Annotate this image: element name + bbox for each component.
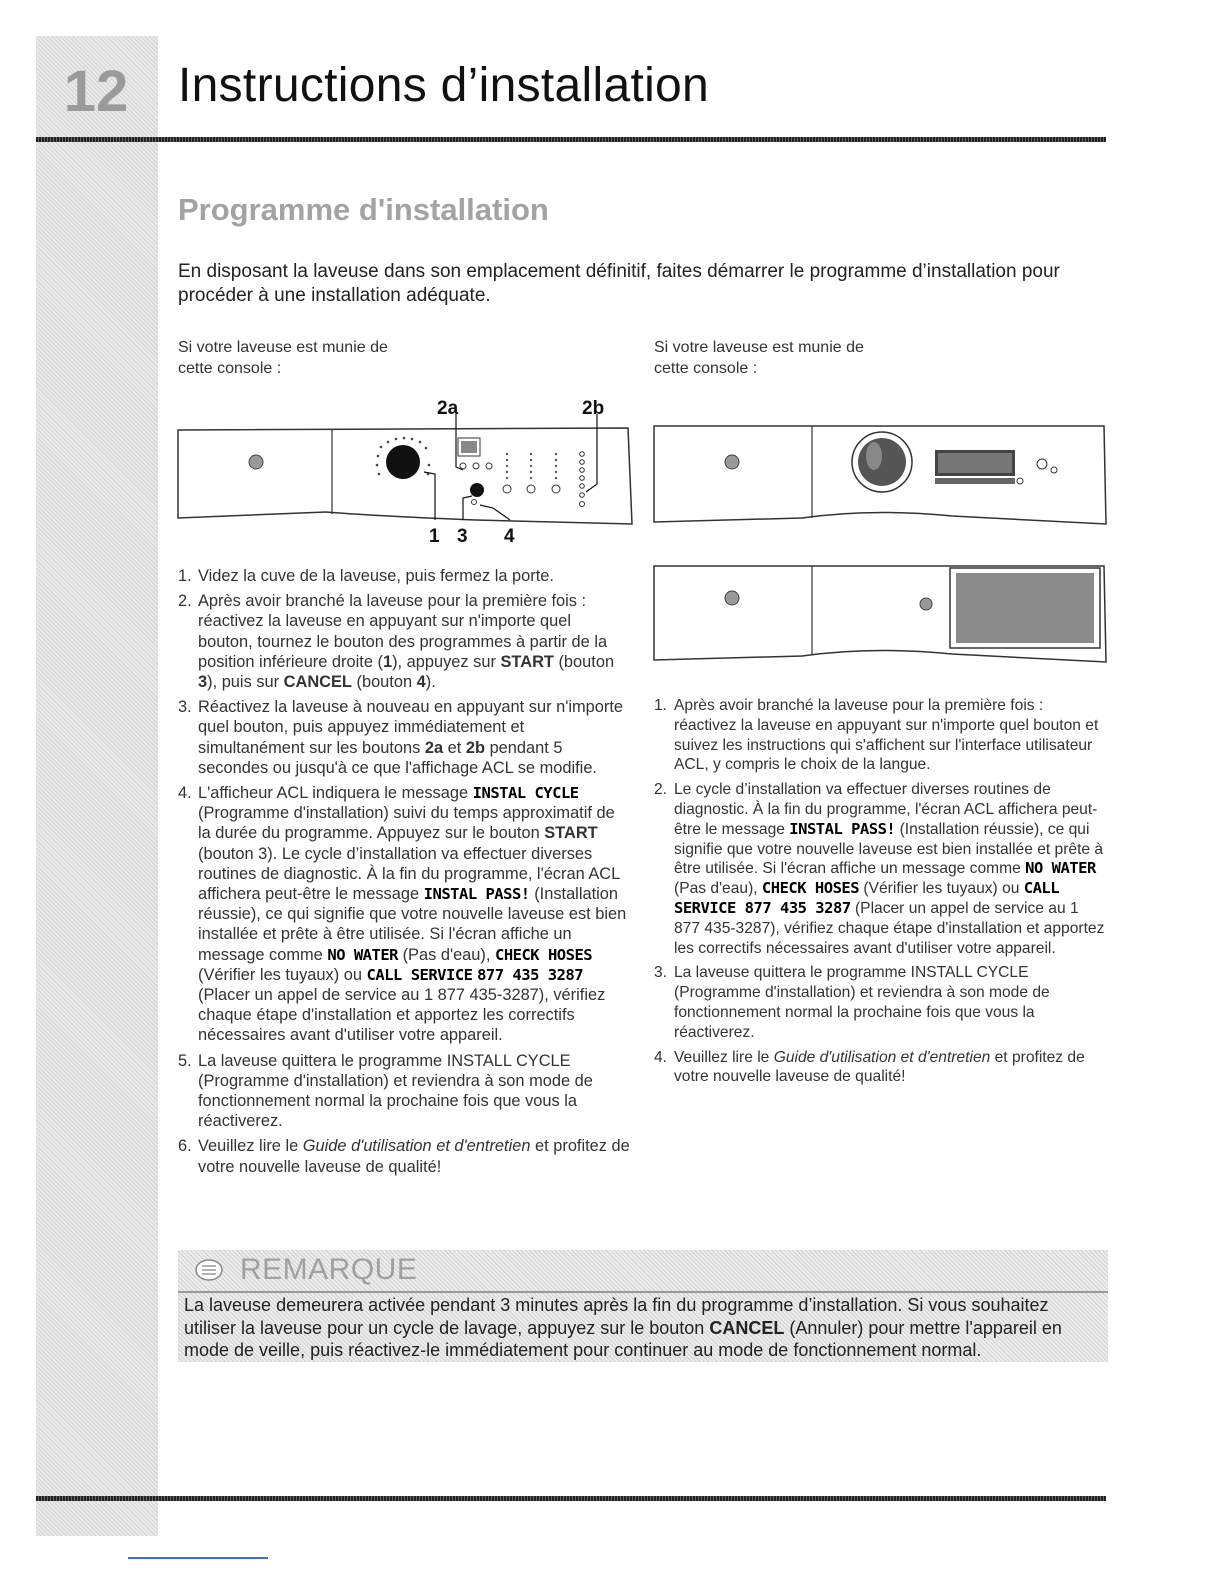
start-button-icon (470, 483, 484, 497)
guide-title: Guide d'utilisation et d'entretien (773, 1048, 991, 1066)
start-keyword: START (500, 652, 554, 671)
lcd-message: 877 435 3287 (477, 965, 584, 984)
left-console-label-line1: Si votre laveuse est munie de (178, 339, 388, 356)
step-text: ). (425, 673, 436, 692)
step-text: (bouton (553, 652, 615, 671)
right-console-diagram-1 (652, 420, 1110, 530)
step-text: Le cycle d’installation va effectuer diverses routines de diagnostic. À la fin du programme, l'écran ACL affichera peut-être le message (674, 781, 1098, 838)
step-text: (Pas d'eau), (398, 945, 495, 964)
right-console-label-line2: cette console : (654, 360, 758, 377)
side-band (36, 36, 158, 1536)
step-text: et profitez de votre nouvelle laveuse de qualité! (674, 1048, 1085, 1086)
note-text-part: La laveuse demeurera activée pendant 3 minutes après la fin du programme d’installation. Si vous souhaitez utiliser la laveuse pour un cycle de lavage, appuyez sur le bouton (184, 1295, 1049, 1338)
left-console-label-line2: cette console : (178, 360, 282, 377)
step-text: (Installation réussie), ce qui signifie que votre nouvelle laveuse est bien installée et prête à être utilisée. Si l'écran affiche un message comme (674, 820, 1104, 878)
note-text-part: (Annuler) pour mettre l'appareil en mode de veille, puis réactivez-le immédiatement pour continuer au mode de fonctionnement normal. (184, 1317, 1062, 1360)
left-step-5 (178, 1051, 630, 1132)
callout-3: 3 (457, 526, 468, 547)
callout-2a: 2a (437, 398, 459, 419)
step-text: ), puis sur (207, 673, 284, 692)
step-text: (Placer un appel de service au 1 877 435-3287), vérifiez chaque étape d'installation et apportez les correctifs nécessaires avant d'utiliser votre appareil. (198, 986, 606, 1045)
left-step-1 (178, 566, 630, 586)
step-text: Après avoir branché la laveuse pour la première fois : réactivez la laveuse en appuyant sur n'importe quel bouton, tournez le bouton des programmes à partir de la position inférieure droite ( (198, 592, 608, 671)
step-number: 1. (654, 697, 668, 714)
callout-2b: 2b (582, 398, 605, 419)
step-text: (Vérifier les tuyaux) ou (859, 880, 1024, 898)
step-text: Veuillez lire le (674, 1048, 774, 1066)
note-divider (178, 1291, 1108, 1293)
step-text: Videz la cuve de la laveuse, puis fermez la porte. (198, 567, 554, 585)
note-icon (192, 1255, 226, 1285)
lcd-message: INSTAL PASS! (423, 885, 530, 904)
step-number: 1. (178, 567, 192, 585)
right-step-1 (654, 696, 1106, 775)
bottom-rule (36, 1496, 1106, 1501)
lcd-message: NO WATER (327, 945, 399, 964)
step-text: L'afficheur ACL indiquera le message (198, 784, 473, 803)
lcd-message: CALL SERVICE 877 435 3287 (674, 879, 1060, 917)
program-dial-icon (386, 445, 420, 479)
step-bold: 2b (465, 738, 486, 757)
step-text: ), appuyez sur (392, 652, 501, 671)
step-text: (Placer un appel de service au 1 877 435-3287), vérifiez chaque étape d'installation et apportez les correctifs nécessaires avant d'utiliser votre appareil. (674, 899, 1105, 957)
step-text: et profitez de votre nouvelle laveuse de qualité! (198, 1137, 630, 1176)
step-text: (Installation réussie), ce qui signifie que votre nouvelle laveuse est bien installée et prête à être utilisée. Si l'écran affiche un message comme (198, 885, 627, 964)
right-step-3 (654, 963, 1106, 1042)
left-step-2 (178, 591, 630, 692)
step-text: (Vérifier les tuyaux) ou (198, 965, 367, 984)
note-title: REMARQUE (240, 1253, 418, 1286)
note-text (184, 1294, 1104, 1362)
page-number: 12 (63, 59, 129, 124)
step-bold: 1 (382, 652, 393, 671)
step-text: (bouton 3). Le cycle d’installation va effectuer diverses routines de diagnostic. À la fin du programme, l'écran ACL affichera peut-être le message (198, 844, 620, 904)
step-text: Veuillez lire le (198, 1137, 303, 1156)
top-rule (36, 137, 1106, 142)
step-number: 3. (654, 964, 668, 982)
step-number: 4. (178, 784, 192, 803)
step-text: (bouton (351, 673, 417, 692)
lcd-message: CHECK HOSES (761, 879, 860, 898)
step-text: Réactivez la laveuse à nouveau en appuyant sur n'importe quel bouton, puis appuyez immédiatement et simultanément sur les boutons (198, 698, 623, 757)
lcd-message: INSTAL CYCLE (472, 784, 579, 803)
lcd-message: CHECK HOSES (494, 945, 593, 964)
step-text: Après avoir branché la laveuse pour la première fois : réactivez la laveuse en appuyant sur n'importe quel bouton et suivez les instructions qui s'affichent sur l'interface utilisateur ACL, y compris le choix de la langue. (674, 697, 1099, 774)
left-console-label (178, 337, 388, 379)
right-step-4 (654, 1048, 1106, 1088)
left-step-4 (178, 783, 630, 1046)
step-number: 6. (178, 1137, 192, 1156)
cancel-keyword: CANCEL (709, 1317, 785, 1338)
guide-title: Guide d'utilisation et d'entretien (302, 1137, 531, 1156)
section-title: Programme d'installation (178, 192, 549, 227)
left-step-3 (178, 697, 630, 778)
right-console-label-line1: Si votre laveuse est munie de (654, 339, 864, 356)
step-bold: 4 (416, 673, 426, 692)
step-text: La laveuse quittera le programme INSTALL CYCLE (Programme d'installation) et reviendra à son mode de fonctionnement normal la prochaine fois que vous la réactiverez. (674, 964, 1050, 1041)
page-title: Instructions d’installation (178, 59, 710, 112)
step-text: (Pas d'eau), (674, 880, 762, 898)
start-keyword: START (544, 824, 598, 843)
intro-paragraph: En disposant la laveuse dans son emplacement définitif, faites démarrer le programme d’installation pour procéder à une installation adéquate. (178, 261, 1060, 306)
lcd-message: INSTAL PASS! (789, 819, 896, 838)
lcd-message: NO WATER (1025, 859, 1096, 878)
right-console-diagram-2 (652, 560, 1110, 668)
left-steps-list (178, 566, 630, 1182)
step-number: 5. (178, 1051, 192, 1070)
lcd-message: CALL SERVICE (366, 965, 473, 984)
step-number: 3. (178, 698, 192, 717)
callout-1: 1 (429, 526, 440, 547)
cancel-keyword: CANCEL (283, 673, 352, 692)
step-number: 4. (654, 1048, 668, 1066)
step-number: 2. (178, 592, 192, 611)
step-number: 2. (654, 781, 668, 799)
step-bold: 2a (424, 738, 444, 757)
step-text: pendant 5 secondes ou jusqu'à ce que l'affichage ACL se modifie. (198, 738, 597, 777)
step-text: (Programme d'installation) suivi du temps approximatif de la durée du programme. Appuyez sur le bouton (198, 804, 615, 843)
right-step-2 (654, 780, 1106, 958)
step-bold: 3 (198, 673, 208, 692)
left-step-6 (178, 1136, 630, 1176)
right-console-label (654, 337, 864, 379)
step-text: et (443, 738, 466, 757)
left-console-diagram (176, 392, 634, 548)
note-header (192, 1252, 417, 1288)
right-steps-list (654, 696, 1106, 1092)
step-text: La laveuse quittera le programme INSTALL CYCLE (Programme d'installation) et reviendra à son mode de fonctionnement normal la prochaine fois que vous la réactiverez. (198, 1051, 593, 1131)
page-mark (128, 1557, 268, 1559)
callout-4: 4 (504, 526, 515, 547)
